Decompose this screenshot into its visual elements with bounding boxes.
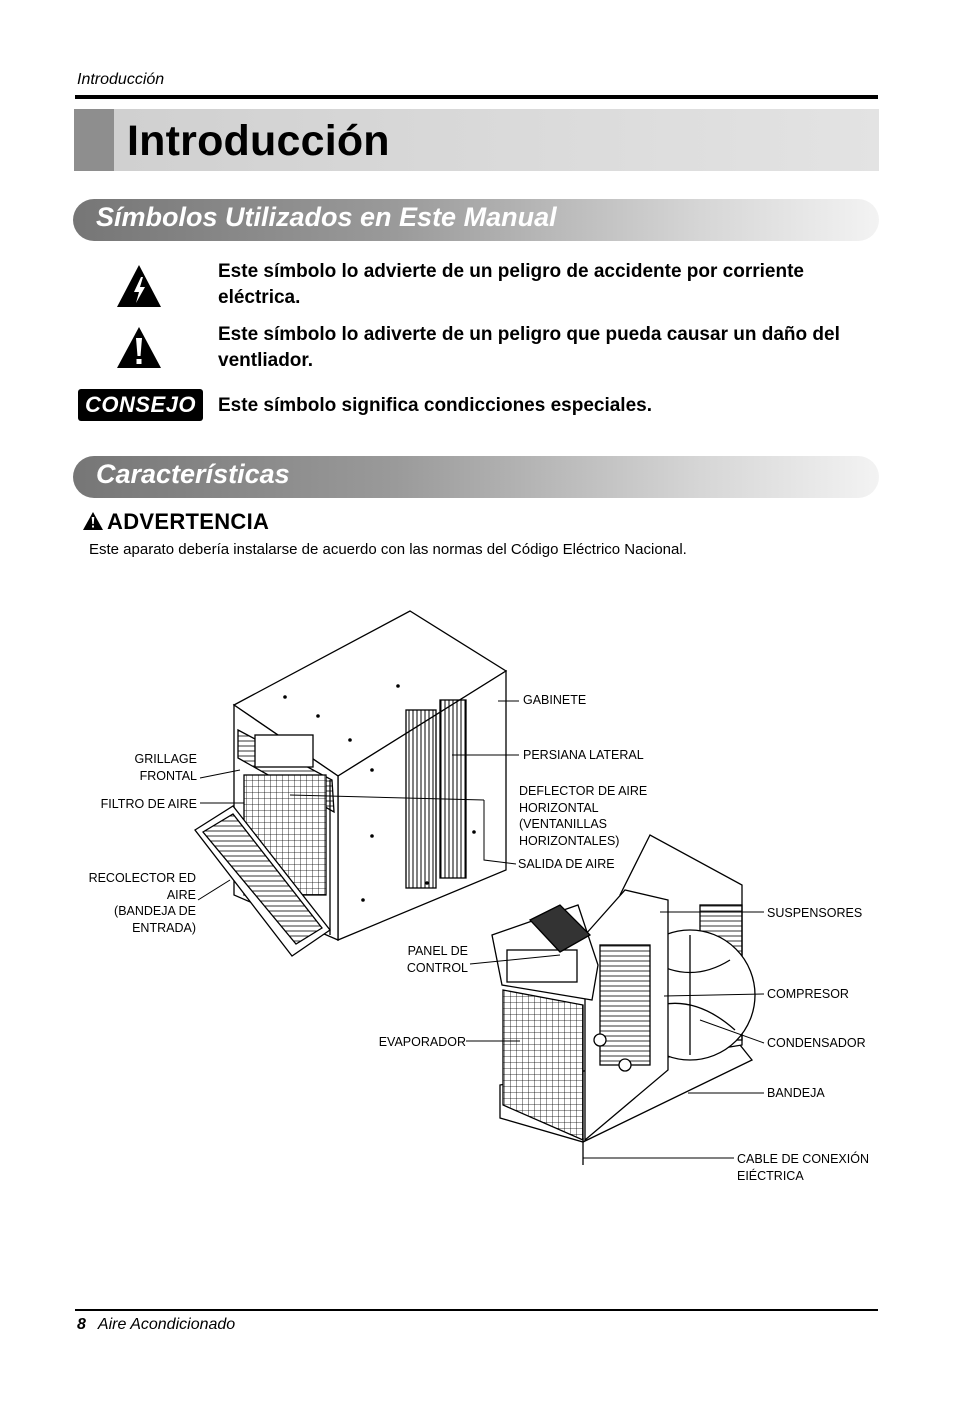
warning-text: Este aparato debería instalarse de acuerdo con las normas del Código Eléctrico Nacional. bbox=[89, 541, 687, 558]
label-deflector: DEFLECTOR DE AIRE HORIZONTAL (VENTANILLAS HORIZONTALES) bbox=[519, 784, 648, 848]
symbol-text-consejo: Este símbolo significa condicciones especiales. bbox=[218, 395, 652, 416]
label-compresor: COMPRESOR bbox=[767, 987, 849, 1001]
cabinet-unit bbox=[195, 611, 506, 956]
label-recolector: RECOLECTOR ED AIRE (BANDEJA DE ENTRADA) bbox=[88, 871, 196, 935]
consejo-badge: CONSEJO bbox=[78, 389, 203, 421]
label-salida-de-aire: SALIDA DE AIRE bbox=[518, 857, 615, 871]
footer-title: Aire Acondicionado bbox=[97, 1316, 236, 1333]
label-cable-de-conexion: CABLE DE CONEXIÓN EIÉCTRICA bbox=[737, 1152, 869, 1183]
label-suspensores: SUSPENSORES bbox=[767, 906, 863, 920]
page-number: 8 bbox=[77, 1316, 86, 1333]
label-filtro-de-aire: FILTRO DE AIRE bbox=[100, 797, 197, 811]
label-condensador: CONDENSADOR bbox=[767, 1036, 866, 1050]
footer bbox=[77, 1316, 235, 1334]
symbol-text-electric: Este símbolo lo advierte de un peligro de accidente por corriente eléctrica. bbox=[218, 261, 804, 308]
warning-label: ADVERTENCIA bbox=[107, 509, 270, 534]
symbol-text-warning: Este símbolo lo adiverte de un peligro que pueda causar un daño del ventliador. bbox=[218, 324, 840, 371]
chassis-unit bbox=[492, 835, 755, 1165]
section-title-symbols: Símbolos Utilizados en Este Manual bbox=[96, 202, 557, 232]
label-panel-de-control: PANEL DE CONTROL bbox=[406, 944, 468, 975]
label-bandeja: BANDEJA bbox=[767, 1086, 825, 1100]
running-header: Introducción bbox=[77, 71, 165, 88]
footer-rule bbox=[75, 1309, 878, 1311]
page-title: Introducción bbox=[127, 117, 390, 165]
label-evaporador: EVAPORADOR bbox=[378, 1035, 466, 1049]
label-gabinete: GABINETE bbox=[523, 693, 587, 707]
label-persiana-lateral: PERSIANA LATERAL bbox=[523, 748, 644, 762]
section-title-features: Características bbox=[96, 459, 290, 489]
label-grillage-frontal: GRILLAGE FRONTAL bbox=[134, 752, 197, 783]
